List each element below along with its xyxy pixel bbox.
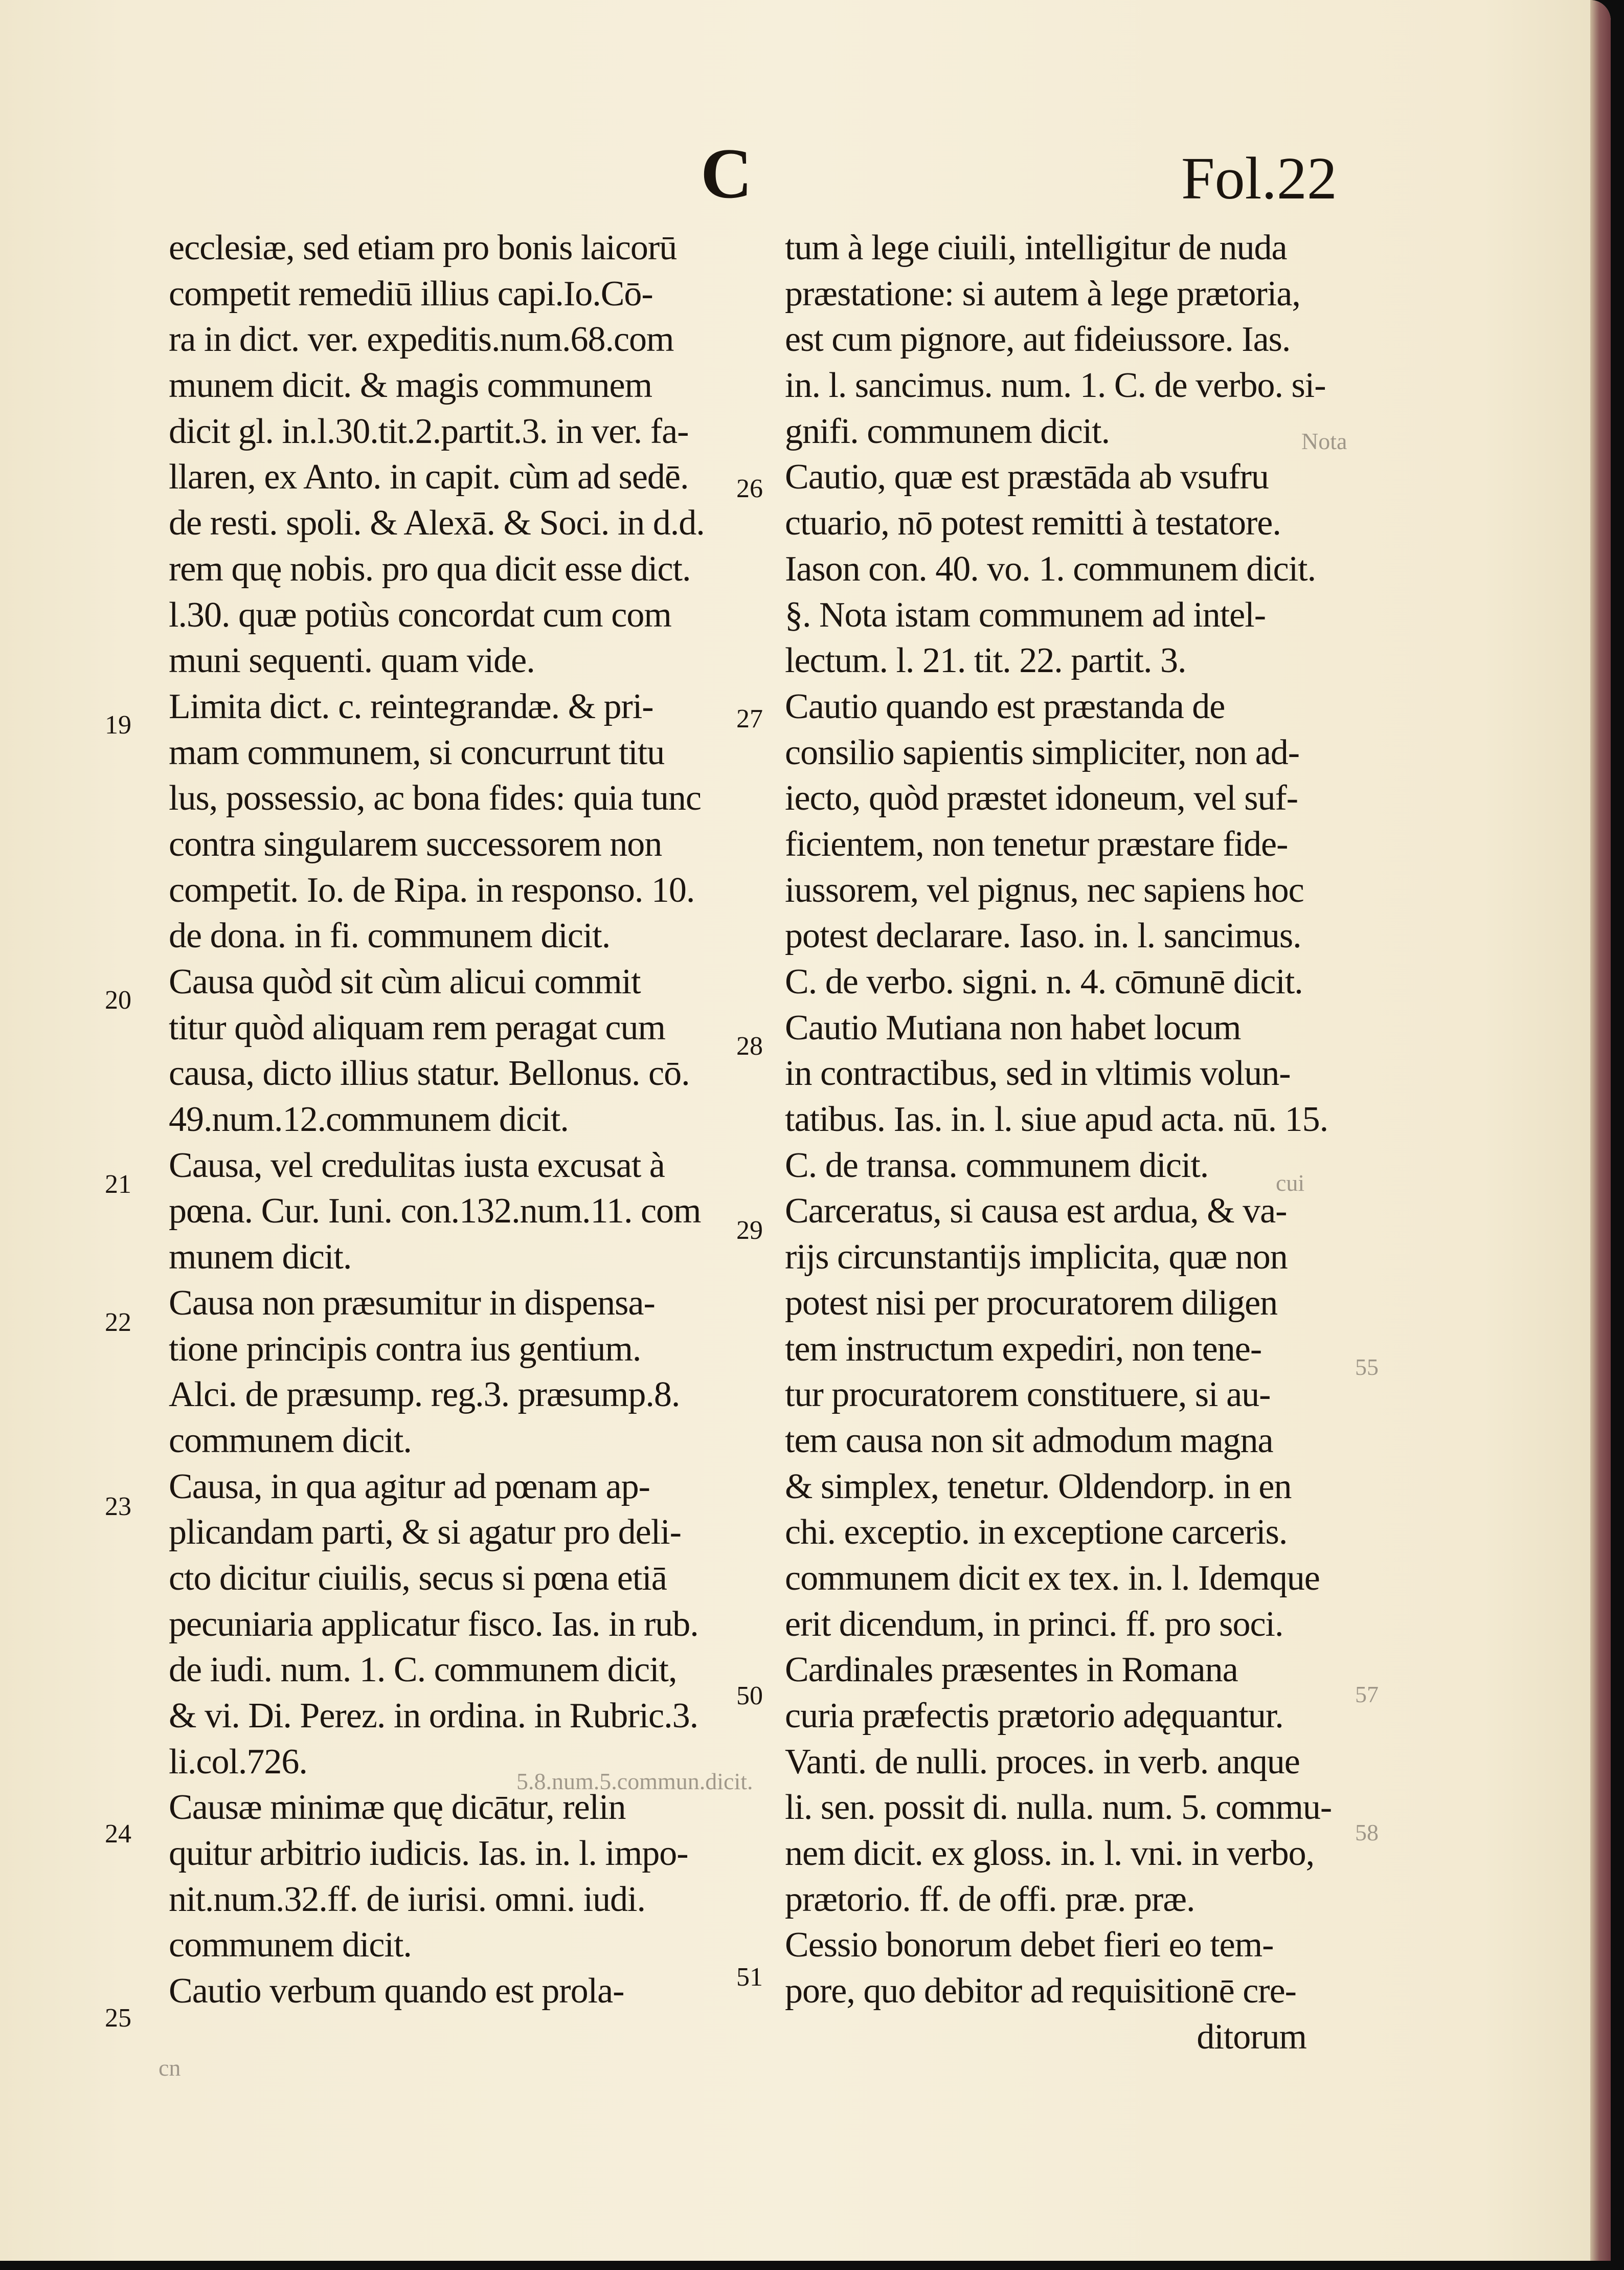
- text-line: Cautio quando est præstanda de: [785, 686, 1225, 726]
- text-line: C. de verbo. signi. n. 4. cōmunē dicit.: [785, 962, 1303, 1002]
- text-line: potest declarare. Iaso. in. l. sancimus.: [785, 916, 1301, 956]
- text-line: li. sen. possit di. nulla. num. 5. commu-: [785, 1788, 1332, 1828]
- text-line: potest nisi per procuratorem diligen: [785, 1283, 1278, 1323]
- running-head-letter: C: [701, 134, 753, 213]
- text-line: & vi. Di. Perez. in ordina. in Rubric.3.: [169, 1696, 698, 1735]
- text-line: ficientem, non tenetur præstare fide-: [785, 824, 1288, 864]
- text-line: Cardinales præsentes in Romana: [785, 1650, 1238, 1690]
- text-line: dicit gl. in.l.30.tit.2.partit.3. in ver. fa-: [169, 411, 689, 451]
- text-line: mam communem, si concurrunt titu: [169, 732, 665, 772]
- text-line: iecto, quòd præstet idoneum, vel suf-: [785, 778, 1298, 818]
- text-line: pœna. Cur. Iuni. con.132.num.11. com: [169, 1191, 701, 1231]
- text-line: lus, possessio, ac bona fides: quia tunc: [169, 778, 701, 818]
- text-line: ra in dict. ver. expeditis.num.68.com: [169, 320, 674, 360]
- text-line: tur procuratorem constituere, si au-: [785, 1375, 1271, 1415]
- text-line: ctuario, nō potest remitti à testatore.: [785, 503, 1281, 543]
- text-line: tione principis contra ius gentium.: [169, 1329, 641, 1369]
- text-line: lectum. l. 21. tit. 22. partit. 3.: [785, 641, 1186, 681]
- text-line: est cum pignore, aut fideiussore. Ias.: [785, 320, 1291, 360]
- margin-number-22: 22: [105, 1308, 131, 1337]
- bleedthrough-text: 55: [1355, 1354, 1379, 1380]
- margin-number-23: 23: [105, 1492, 131, 1521]
- text-line: in. l. sancimus. num. 1. C. de verbo. si-: [785, 366, 1326, 406]
- text-line: in contractibus, sed in vltimis volun-: [785, 1054, 1291, 1094]
- text-line: erit dicendum, in princi. ff. pro soci.: [785, 1604, 1283, 1644]
- text-line: Cautio Mutiana non habet locum: [785, 1008, 1241, 1048]
- text-line: li.col.726.: [169, 1742, 307, 1782]
- text-line: tem causa non sit admodum magna: [785, 1420, 1273, 1460]
- text-line: curia præfectis prætorio adęquantur.: [785, 1696, 1283, 1735]
- text-line: Causa quòd sit cùm alicui commit: [169, 962, 641, 1002]
- margin-number-20: 20: [105, 986, 131, 1015]
- bleedthrough-text: cui: [1276, 1170, 1305, 1196]
- text-line: C. de transa. communem dicit.: [785, 1145, 1209, 1185]
- margin-number-25: 25: [105, 2004, 131, 2033]
- text-line: gnifi. communem dicit.: [785, 411, 1110, 451]
- text-line: Cessio bonorum debet fieri eo tem-: [785, 1925, 1274, 1965]
- margin-number-50: 50: [736, 1681, 763, 1710]
- page-edge: [1590, 0, 1611, 2261]
- text-line: Alci. de præsump. reg.3. præsump.8.: [169, 1375, 680, 1415]
- margin-number-24: 24: [105, 1819, 131, 1849]
- margin-number-26: 26: [736, 474, 763, 503]
- text-line: causa, dicto illius statur. Bellonus. cō.: [169, 1054, 690, 1094]
- folio-number: Fol.22: [1181, 145, 1337, 212]
- text-line: munem dicit. & magis communem: [169, 366, 652, 406]
- text-line: competit. Io. de Ripa. in responso. 10.: [169, 870, 695, 910]
- text-line: nem dicit. ex gloss. in. l. vni. in verbo,: [785, 1834, 1315, 1874]
- text-line: prætorio. ff. de offi. præ. præ.: [785, 1879, 1195, 1919]
- text-line: de iudi. num. 1. C. communem dicit,: [169, 1650, 677, 1690]
- bleedthrough-text: 58: [1355, 1819, 1379, 1845]
- text-line: communem dicit ex tex. in. l. Idemque: [785, 1558, 1320, 1598]
- margin-number-29: 29: [736, 1216, 763, 1245]
- text-line: rem quę nobis. pro qua dicit esse dict.: [169, 549, 691, 589]
- text-line: & simplex, tenetur. Oldendorp. in en: [785, 1466, 1292, 1506]
- text-line: Limita dict. c. reintegrandæ. & pri-: [169, 686, 653, 726]
- text-line: tem instructum expediri, non tene-: [785, 1329, 1262, 1369]
- margin-number-28: 28: [736, 1032, 763, 1061]
- left-column: [169, 225, 721, 2014]
- text-line: de resti. spoli. & Alexā. & Soci. in d.d.: [169, 503, 705, 543]
- text-line: Cautio verbum quando est prola-: [169, 1971, 624, 2011]
- right-column: [785, 225, 1337, 2060]
- text-line: iussorem, vel pignus, nec sapiens hoc: [785, 870, 1304, 910]
- margin-number-21: 21: [105, 1170, 131, 1199]
- margin-number-27: 27: [736, 704, 763, 733]
- text-line: communem dicit.: [169, 1420, 412, 1460]
- text-line: quitur arbitrio iudicis. Ias. in. l. impo-: [169, 1834, 688, 1874]
- text-line: munem dicit.: [169, 1237, 352, 1277]
- text-line: l.30. quæ potiùs concordat cum com: [169, 595, 671, 635]
- text-line: chi. exceptio. in exceptione carceris.: [785, 1512, 1288, 1552]
- text-line: de dona. in fi. communem dicit.: [169, 916, 611, 956]
- text-line: Carceratus, si causa est ardua, & va-: [785, 1191, 1287, 1231]
- bleedthrough-text: 5.8.num.5.commun.dicit.: [516, 1768, 753, 1794]
- text-line: pecuniaria applicatur fisco. Ias. in rub.: [169, 1604, 698, 1644]
- text-line: pore, quo debitor ad requisitionē cre-: [785, 1971, 1296, 2011]
- bleedthrough-text: cn: [159, 2055, 181, 2081]
- text-line: contra singularem successorem non: [169, 824, 662, 864]
- text-line: Causa, in qua agitur ad pœnam ap-: [169, 1466, 650, 1506]
- margin-number-19: 19: [105, 710, 131, 740]
- bleedthrough-text: Nota: [1301, 428, 1347, 454]
- text-line: plicandam parti, & si agatur pro deli-: [169, 1512, 681, 1552]
- text-line: Causæ minimæ quę dicātur, relin: [169, 1788, 626, 1828]
- text-line: Iason con. 40. vo. 1. communem dicit.: [785, 549, 1316, 589]
- text-line: Cautio, quæ est præstāda ab vsufru: [785, 457, 1269, 497]
- text-line: ditorum: [1197, 2017, 1306, 2057]
- text-line: tum à lege ciuili, intelligitur de nuda: [785, 228, 1287, 268]
- text-line: §. Nota istam communem ad intel-: [785, 595, 1266, 635]
- text-line: tatibus. Ias. in. l. siue apud acta. nū. 15.: [785, 1100, 1328, 1140]
- text-line: competit remediū illius capi.Io.Cō-: [169, 274, 653, 314]
- margin-number-51: 51: [736, 1963, 763, 1992]
- text-line: titur quòd aliquam rem peragat cum: [169, 1008, 665, 1048]
- text-line: muni sequenti. quam vide.: [169, 641, 535, 681]
- text-line: cto dicitur ciuilis, secus si pœna etiā: [169, 1558, 667, 1598]
- text-line: communem dicit.: [169, 1925, 412, 1965]
- text-line: ecclesiæ, sed etiam pro bonis laicorū: [169, 228, 677, 268]
- bleedthrough-text: 57: [1355, 1681, 1379, 1707]
- text-line: præstatione: si autem à lege prætoria,: [785, 274, 1300, 314]
- text-line: rijs circunstantijs implicita, quæ non: [785, 1237, 1288, 1277]
- text-line: 49.num.12.communem dicit.: [169, 1100, 569, 1140]
- text-line: nit.num.32.ff. de iurisi. omni. iudi.: [169, 1879, 645, 1919]
- text-line: Causa non præsumitur in dispensa-: [169, 1283, 655, 1323]
- text-line: Causa, vel credulitas iusta excusat à: [169, 1145, 665, 1185]
- text-line: llaren, ex Anto. in capit. cùm ad sedē.: [169, 457, 689, 497]
- text-line: consilio sapientis simpliciter, non ad-: [785, 732, 1300, 772]
- text-line: Vanti. de nulli. proces. in verb. anque: [785, 1742, 1300, 1782]
